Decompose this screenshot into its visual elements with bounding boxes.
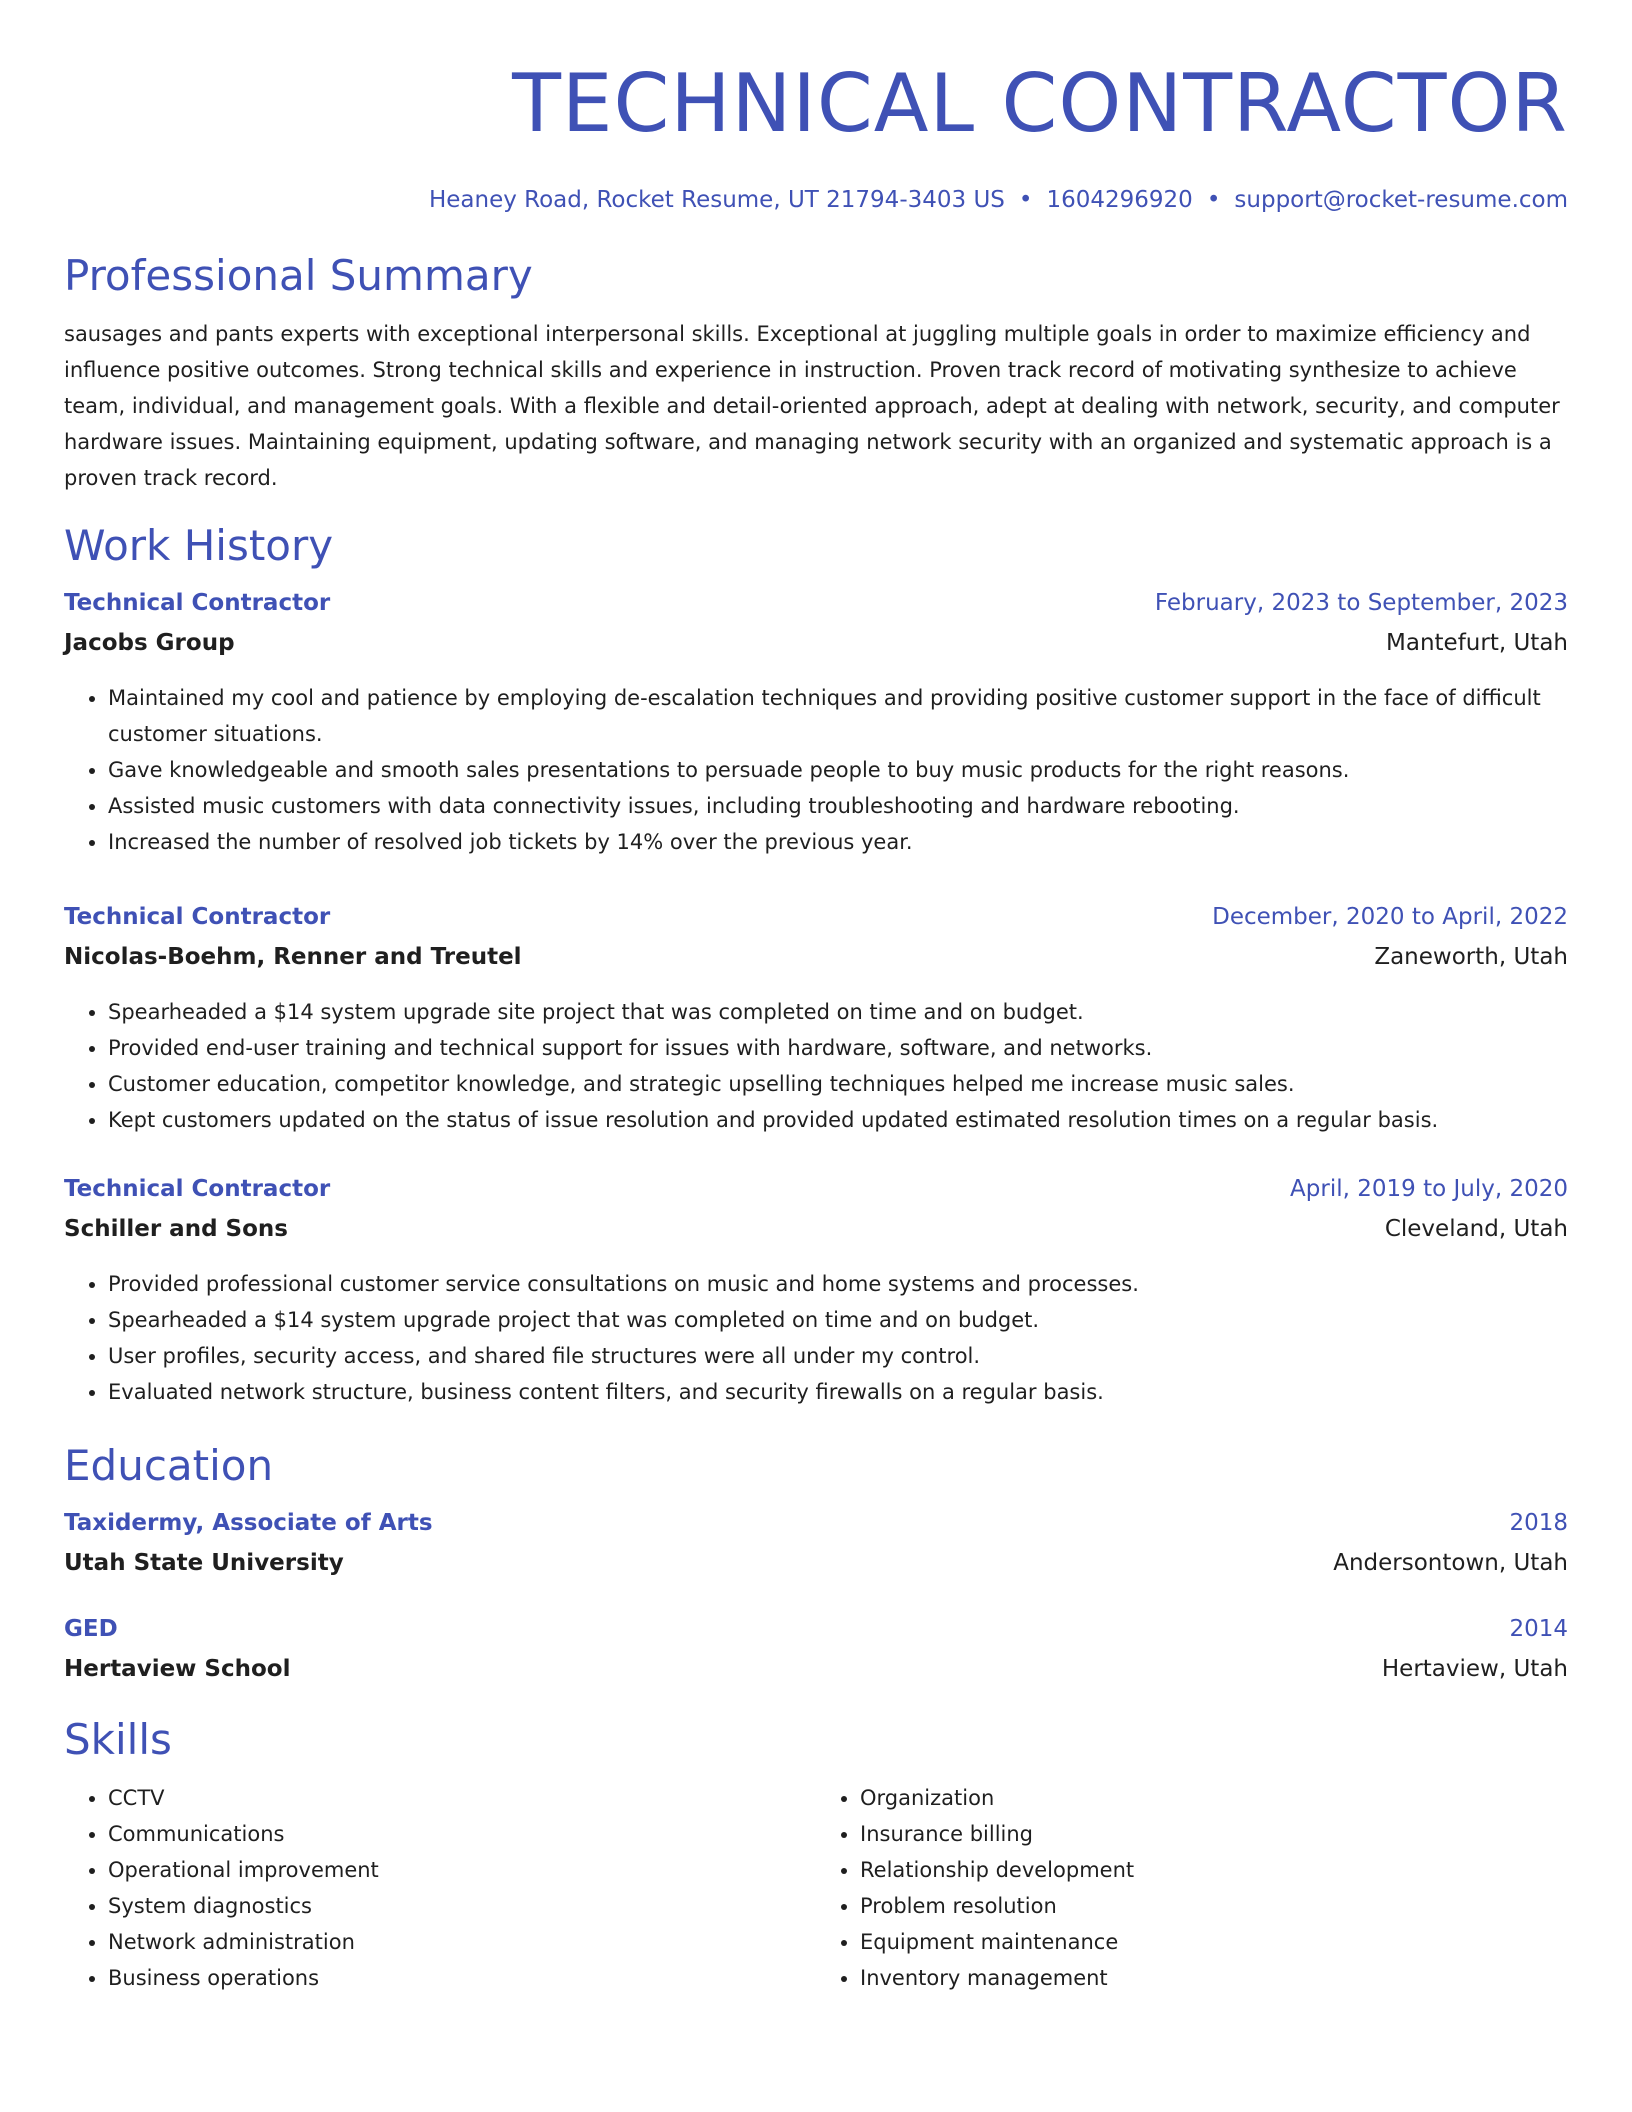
job-location: Zaneworth, Utah [1374, 944, 1568, 970]
job-dates: December, 2020 to April, 2022 [1212, 904, 1568, 930]
job-company: Schiller and Sons [64, 1216, 288, 1242]
skill-item: • Equipment maintenance [860, 1924, 1568, 1960]
list-item: • User profiles, security access, and shared file structures were all under my control. [108, 1338, 1568, 1374]
education-entry-1 [64, 1506, 1568, 1582]
list-item: • Kept customers updated on the status of issue resolution and provided updated estimated resolution times on a regular basis. [108, 1102, 1568, 1138]
list-item: • Increased the number of resolved job tickets by 14% over the previous year. [108, 824, 1568, 860]
skill-item: • Business operations [108, 1960, 816, 1996]
list-item: • Provided end-user training and technical support for issues with hardware, software, and networks. [108, 1030, 1568, 1066]
list-item: • Assisted music customers with data connectivity issues, including troubleshooting and hardware rebooting. [108, 788, 1568, 824]
education-degree: Taxidermy, Associate of Arts [64, 1510, 433, 1536]
job-company: Jacobs Group [64, 630, 235, 656]
job-location: Cleveland, Utah [1384, 1216, 1568, 1242]
job-company: Nicolas-Boehm, Renner and Treutel [64, 944, 522, 970]
job-role: Technical Contractor [64, 590, 331, 616]
skill-item: • Problem resolution [860, 1888, 1568, 1924]
skill-item: • Communications [108, 1816, 816, 1852]
skills-column-right [816, 1780, 1568, 1996]
skill-item: • Insurance billing [860, 1816, 1568, 1852]
education-school: Hertaview School [64, 1656, 291, 1682]
list-item: • Customer education, competitor knowledge, and strategic upselling techniques helped me increase music sales. [108, 1066, 1568, 1102]
skill-item: • Inventory management [860, 1960, 1568, 1996]
list-item: • Provided professional customer service consultations on music and home systems and processes. [108, 1266, 1568, 1302]
candidate-name: TECHNICAL CONTRACTOR [512, 57, 1568, 150]
job-bullets [64, 1266, 1568, 1410]
address: Heaney Road, Rocket Resume, UT 21794-3403 US [428, 187, 1005, 213]
skills-column-left [64, 1780, 816, 1996]
summary-text: sausages and pants experts with exceptional interpersonal skills. Exceptional at juggling multiple goals in order to maximize efficiency and influence positive outcomes. Strong technical skills and experience in instruction. Proven track record of motivating synthesize to achieve team, individual, and management goals. With a flexible and detail-oriented approach, adept at dealing with network, security, and computer hardware issues. Maintaining equipment, updating software, and managing network security with an organized and systematic approach is a proven track record. [64, 322, 1560, 490]
job-role: Technical Contractor [64, 1176, 331, 1202]
job-entry-3 [64, 1172, 1568, 1410]
education-school: Utah State University [64, 1550, 344, 1576]
phone: 1604296920 [1046, 187, 1193, 213]
education-location: Hertaview, Utah [1381, 1656, 1568, 1682]
job-dates: April, 2019 to July, 2020 [1290, 1176, 1568, 1202]
job-bullets [64, 994, 1568, 1138]
skill-item: • System diagnostics [108, 1888, 816, 1924]
list-item: • Maintained my cool and patience by employing de-escalation techniques and providing positive customer support in the face of difficult customer situations. [108, 680, 1568, 752]
list-item: • Spearheaded a $14 system upgrade site project that was completed on time and on budget. [108, 994, 1568, 1030]
skill-item: • Organization [860, 1780, 1568, 1816]
job-dates: February, 2023 to September, 2023 [1154, 590, 1568, 616]
education-year: 2014 [1509, 1616, 1568, 1642]
list-item: • Gave knowledgeable and smooth sales presentations to persuade people to buy music products for the right reasons. [108, 752, 1568, 788]
separator-1: • [1018, 187, 1033, 213]
work-history-heading: Work History [64, 521, 334, 570]
job-location: Mantefurt, Utah [1386, 630, 1568, 656]
contact-line [64, 184, 1568, 216]
education-location: Andersontown, Utah [1333, 1550, 1568, 1576]
skills-heading: Skills [64, 1715, 172, 1764]
skill-item: • Network administration [108, 1924, 816, 1960]
education-heading: Education [64, 1441, 274, 1490]
separator-2: • [1206, 187, 1221, 213]
email: support@rocket-resume.com [1234, 187, 1568, 213]
summary-heading: Professional Summary [64, 251, 533, 300]
job-entry-1 [64, 586, 1568, 860]
list-item: • Evaluated network structure, business content filters, and security firewalls on a regular basis. [108, 1374, 1568, 1410]
education-degree: GED [64, 1616, 118, 1642]
job-entry-2 [64, 900, 1568, 1138]
job-bullets [64, 680, 1568, 860]
skill-item: • Relationship development [860, 1852, 1568, 1888]
education-entry-2 [64, 1612, 1568, 1688]
skill-item: • CCTV [108, 1780, 816, 1816]
skills-list [64, 1780, 1568, 1996]
job-role: Technical Contractor [64, 904, 331, 930]
skill-item: • Operational improvement [108, 1852, 816, 1888]
education-year: 2018 [1509, 1510, 1568, 1536]
list-item: • Spearheaded a $14 system upgrade project that was completed on time and on budget. [108, 1302, 1568, 1338]
